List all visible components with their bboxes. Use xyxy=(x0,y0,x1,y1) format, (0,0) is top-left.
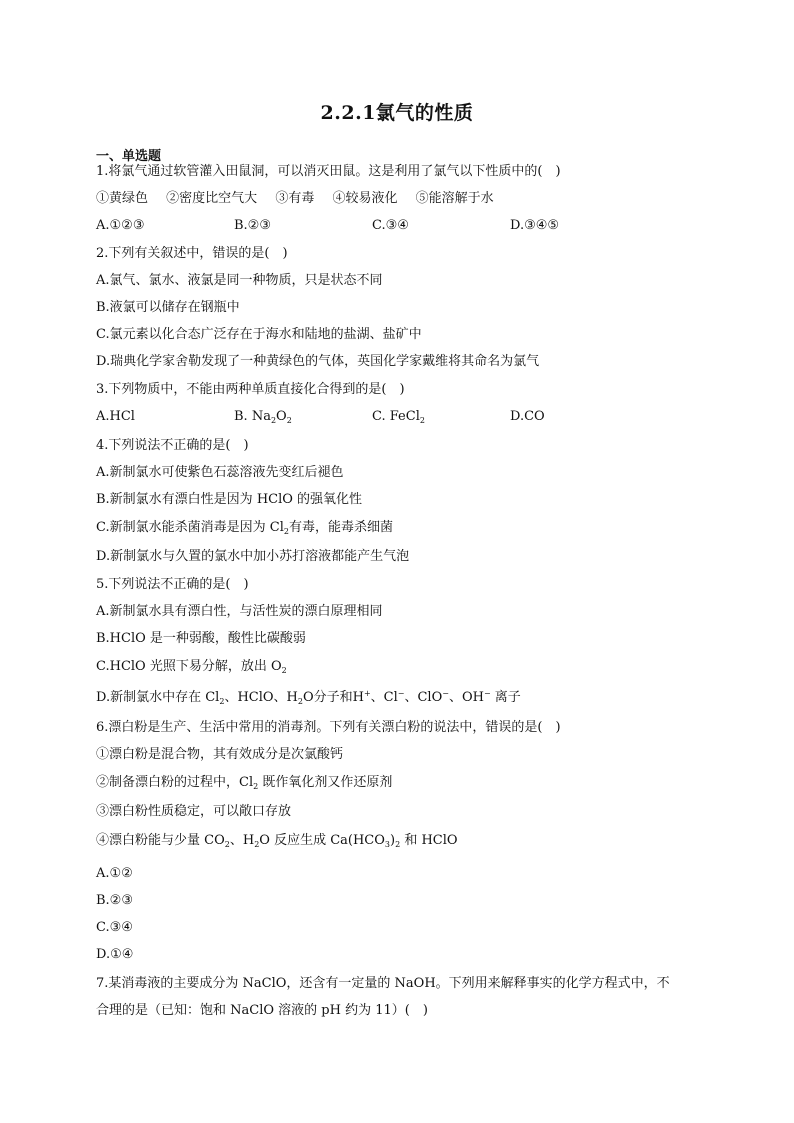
q2-option-b: B.液氯可以储存在钢瓶中 xyxy=(96,300,240,315)
q2-option-d: D.瑞典化学家舍勒发现了一种黄绿色的气体，英国化学家戴维将其命名为氯气 xyxy=(96,354,540,369)
q4-option-b: B.新制氯水有漂白性是因为 HClO 的强氧化性 xyxy=(96,492,363,507)
q2-stem: 2.下列有关叙述中，错误的是( ) xyxy=(96,246,288,261)
q6-option-d: D.①④ xyxy=(96,947,134,962)
q1-option-a: A.①②③ xyxy=(96,218,145,233)
section-heading: 一、单选题 xyxy=(96,149,162,164)
q6-statement-2: ②制备漂白粉的过程中，$Cl_2$ 既作氧化剂又作还原剂 xyxy=(96,775,393,791)
q3-stem: 3.下列物质中，不能由两种单质直接化合得到的是( ) xyxy=(96,382,405,397)
q3-option-c: C. FeCl$_2$ xyxy=(372,409,425,425)
q1-prop-2: ②密度比空气大 xyxy=(166,191,258,206)
q5-option-d: D.新制氯水中存在 $Cl_2$、HClO、$H_2O$分子和H+、Cl−、ClO−、OH− 离子 xyxy=(96,689,521,706)
q6-statement-4: ④漂白粉能与少量 $CO_2$、$H_2O$ 反应生成 $Ca(HCO_3)_2$ 和 HClO xyxy=(96,833,458,849)
q6-option-b: B.②③ xyxy=(96,893,133,908)
q7-stem-line-1: 7.某消毒液的主要成分为 NaClO，还含有一定量的 NaOH。下列用来解释事实的化学方程式中，不 xyxy=(96,976,670,991)
page-title: 2.2.1氯气的性质 xyxy=(320,102,474,124)
q6-option-c: C.③④ xyxy=(96,920,133,935)
q1-stem: 1.将氯气通过软管灌入田鼠洞，可以消灭田鼠。这是利用了氯气以下性质中的( ) xyxy=(96,164,561,179)
q1-option-b: B.②③ xyxy=(234,218,271,233)
q5-option-a: A.新制氯水具有漂白性，与活性炭的漂白原理相同 xyxy=(96,604,383,619)
q5-stem: 5.下列说法不正确的是( ) xyxy=(96,577,249,592)
q3-option-a: A.HCl xyxy=(96,409,135,424)
q1-option-d: D.③④⑤ xyxy=(510,218,560,233)
q6-statement-1: ①漂白粉是混合物，其有效成分是次氯酸钙 xyxy=(96,747,344,762)
q2-option-a: A.氯气、氯水、液氯是同一种物质，只是状态不同 xyxy=(96,273,383,288)
q3-option-d: D.CO xyxy=(510,409,545,424)
q3-option-b: B. $Na_2O_2$ xyxy=(234,409,292,425)
q1-prop-5: ⑤能溶解于水 xyxy=(415,191,494,206)
q4-stem: 4.下列说法不正确的是( ) xyxy=(96,438,249,453)
q1-prop-3: ③有毒 xyxy=(275,191,315,206)
q6-option-a: A.①② xyxy=(96,866,133,881)
q2-option-c: C.氯元素以化合态广泛存在于海水和陆地的盐湖、盐矿中 xyxy=(96,327,422,342)
q5-option-c: C.HClO 光照下易分解，放出 $O_2$ xyxy=(96,659,287,675)
q1-option-c: C.③④ xyxy=(372,218,409,233)
q1-prop-1: ①黄绿色 xyxy=(96,191,149,206)
q4-option-d: D.新制氯水与久置的氯水中加小苏打溶液都能产生气泡 xyxy=(96,549,410,564)
q4-option-c: C.新制氯水能杀菌消毒是因为 $Cl_2$有毒，能毒杀细菌 xyxy=(96,520,393,536)
q1-prop-4: ④较易液化 xyxy=(332,191,398,206)
q6-statement-3: ③漂白粉性质稳定，可以敞口存放 xyxy=(96,804,292,819)
q5-option-b: B.HClO 是一种弱酸，酸性比碳酸弱 xyxy=(96,631,306,646)
q4-option-a: A.新制氯水可使紫色石蕊溶液先变红后褪色 xyxy=(96,465,344,480)
q1-properties xyxy=(96,191,494,207)
q7-stem-line-2: 合理的是（已知：饱和 NaClO 溶液的 pH 约为 11）( ) xyxy=(96,1003,428,1018)
q6-stem: 6.漂白粉是生产、生活中常用的消毒剂。下列有关漂白粉的说法中，错误的是( ) xyxy=(96,720,561,735)
